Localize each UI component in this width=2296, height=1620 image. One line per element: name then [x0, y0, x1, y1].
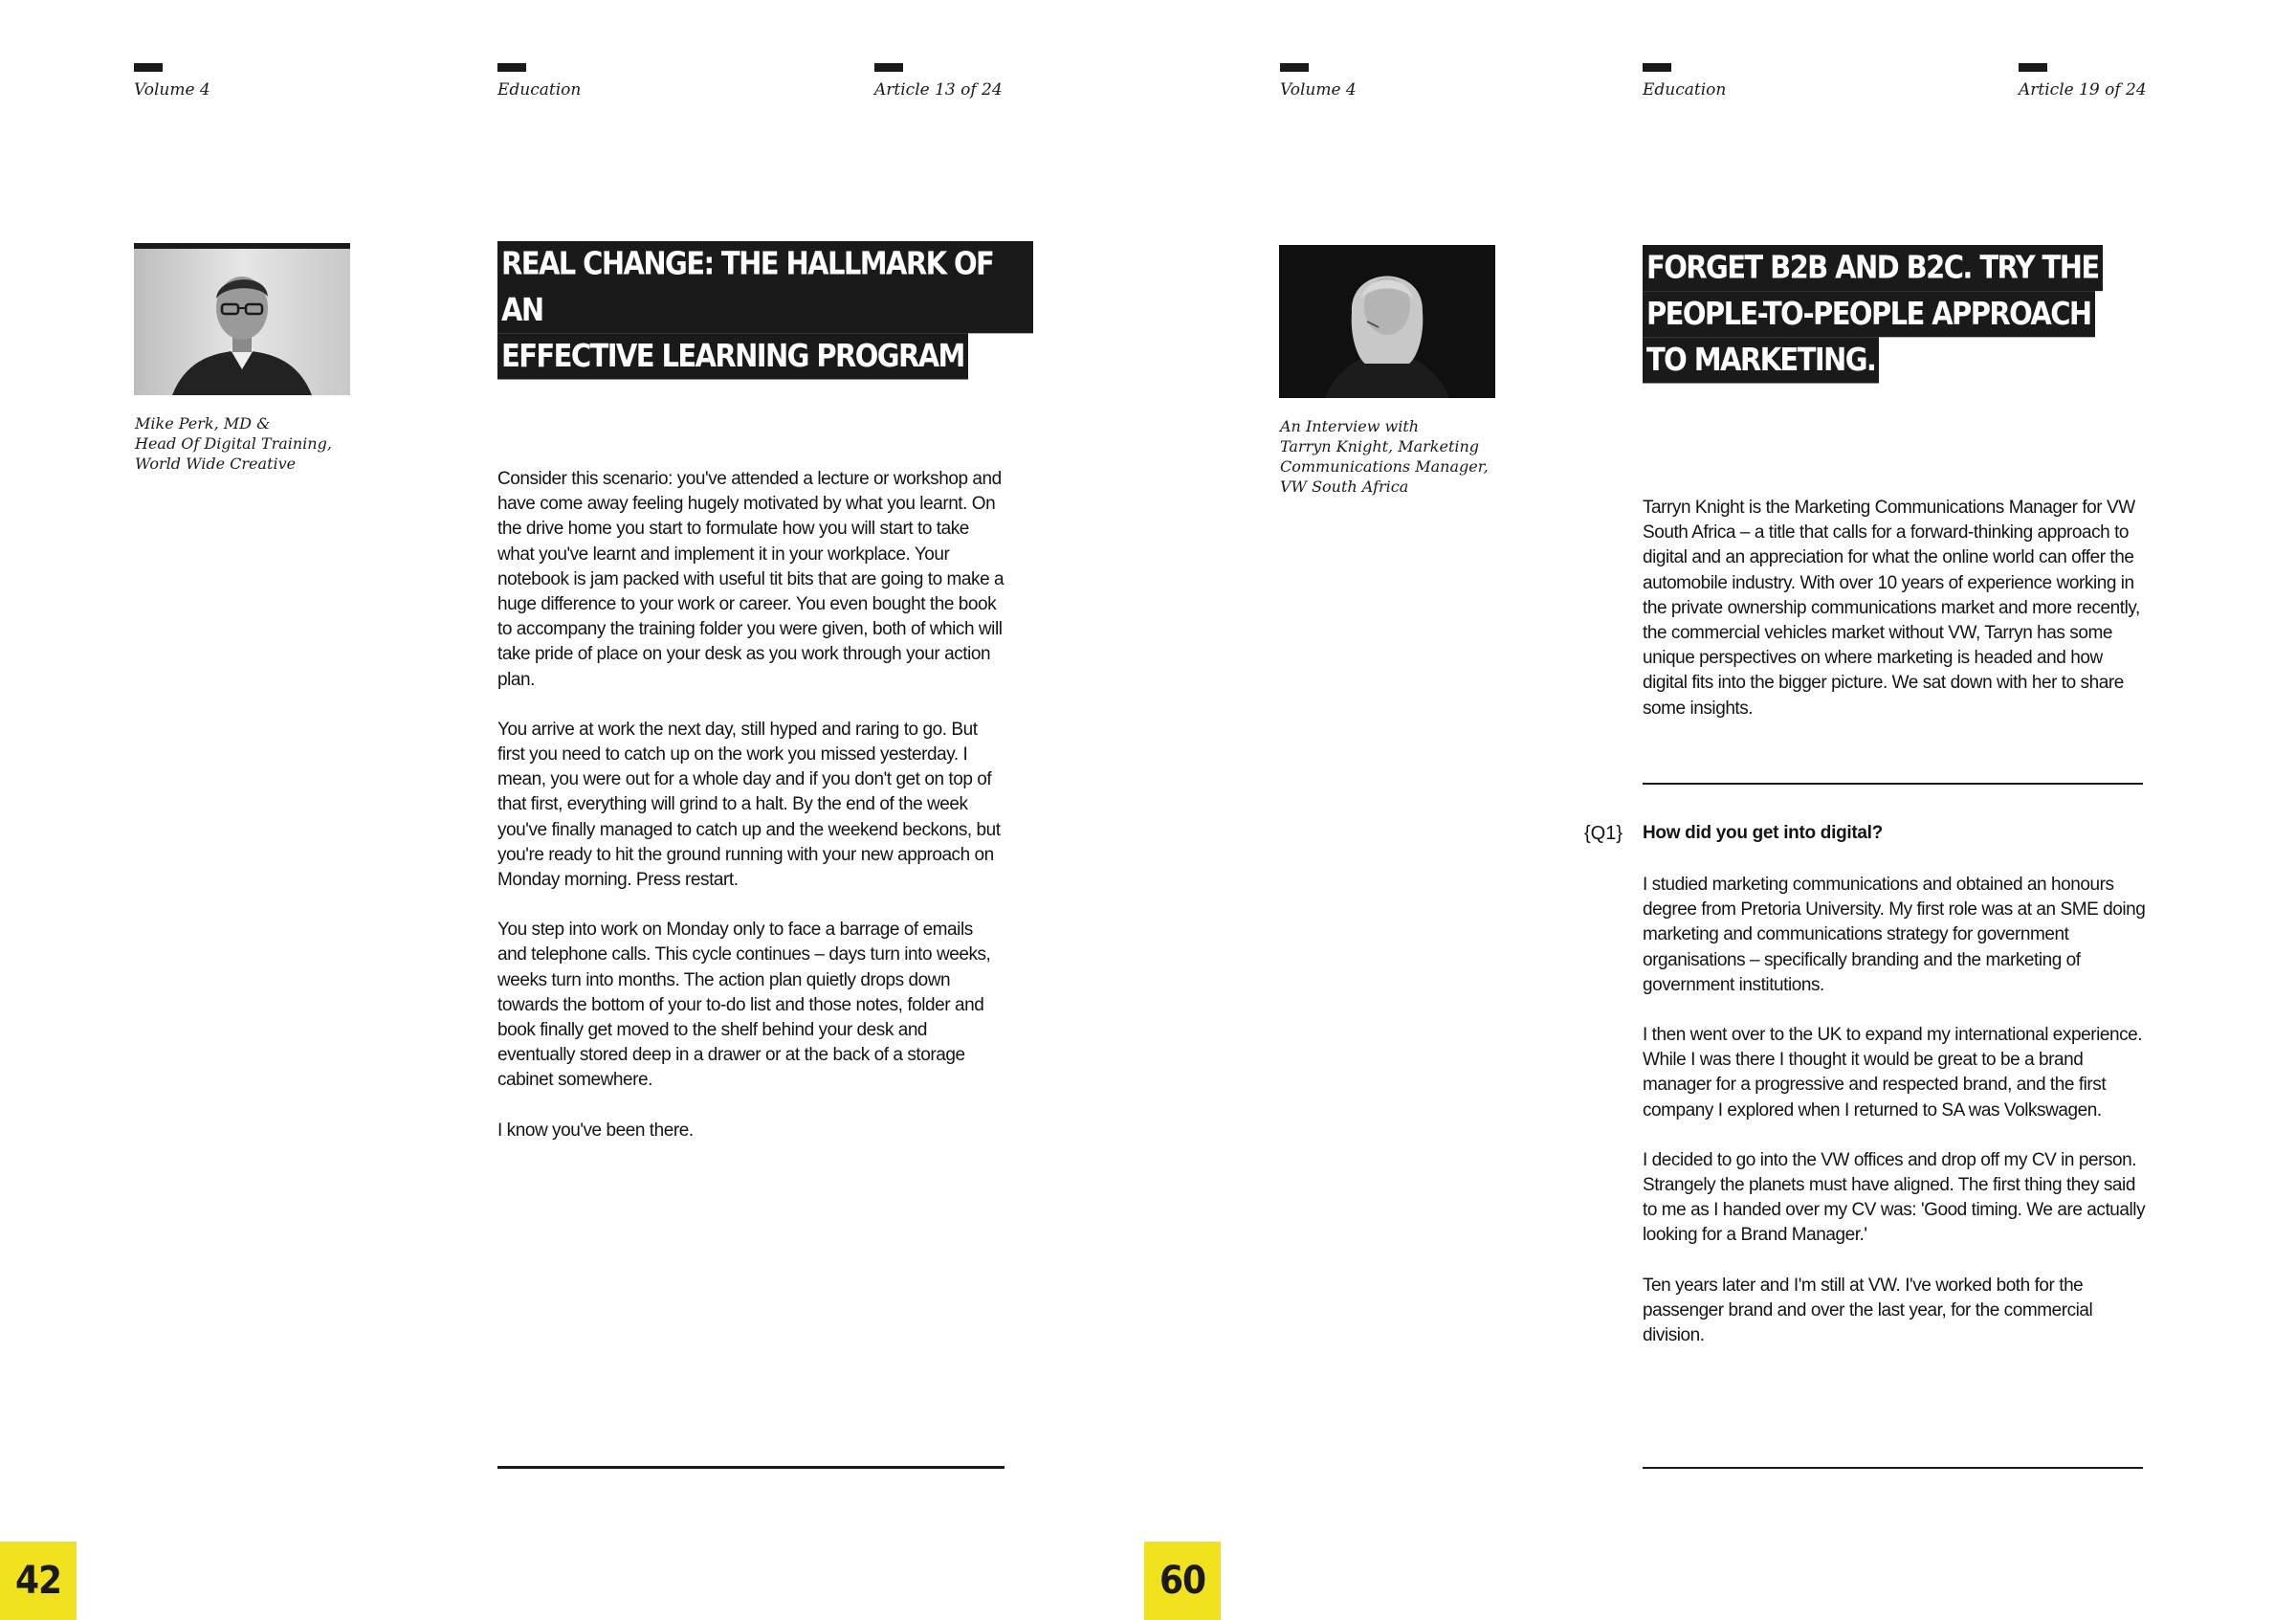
article-body: [497, 467, 1004, 1168]
question-tag: {Q1}: [1584, 823, 1623, 844]
answer-paragraph: Ten years later and I'm still at VW. I've worked both for the passenger brand and over the last year, for the commercial division.: [1643, 1275, 2093, 1346]
header-section: Education: [1643, 63, 1726, 100]
answer-paragraph: I then went over to the UK to expand my international experience. While I was there I thought it would be great to be a brand manager for a progressive and respected brand, and the first company I explored when I returned to SA was Volkswagen.: [1643, 1025, 2143, 1121]
interviewee-photo: [1279, 245, 1495, 398]
portrait-man-icon: [134, 249, 350, 395]
interviewee-caption: An Interview with Tarryn Knight, Marketing Communications Manager, VW South Africa: [1280, 417, 1489, 496]
left-page: [0, 0, 1148, 1614]
body-paragraph: I know you've been there.: [497, 1120, 694, 1141]
article-title: REAL CHANGE: THE HALLMARK OF AN EFFECTIVE LEARNING PROGRAM: [497, 241, 1033, 379]
interview-intro: [1643, 496, 2150, 746]
question-heading: How did you get into digital?: [1643, 823, 1883, 843]
article-title: FORGET B2B AND B2C. TRY THE PEOPLE-TO-PEOPLE APPROACH TO MARKETING.: [1643, 245, 2178, 383]
answer-paragraph: I decided to go into the VW offices and drop off my CV in person. Strangely the planets must have aligned. The first thing they said to me as I handed over my CV was: 'Good timing. We are actually looking for a Brand Manager.': [1643, 1149, 2146, 1246]
author-caption: Mike Perk, MD & Head Of Digital Training, World Wide Creative: [135, 414, 332, 473]
portrait-woman-icon: [1279, 245, 1495, 398]
body-paragraph: You arrive at work the next day, still hyped and raring to go. But first you need to catch up on the work you missed yesterday. I mean, you were out for a whole day and if you don't get on top of that first, everything will grind to a halt. By the end of the week you've finally managed to catch up and the weekend beckons, but you're ready to hit the ground running with your new approach on Monday morning. Press restart.: [497, 719, 1001, 891]
page-number: 42: [0, 1542, 77, 1620]
interview-answer: [1643, 873, 2150, 1373]
header-marker: [497, 63, 526, 72]
page-number: 60: [1144, 1542, 1221, 1620]
header-marker: [1280, 63, 1309, 72]
body-paragraph: You step into work on Monday only to face a barrage of emails and telephone calls. This cycle continues – days turn into weeks, weeks turn into months. The action plan quietly drops down towards the bottom of your to-do list and those notes, folder and book finally get moved to the shelf behind your desk and eventually stored deep in a drawer or at the back of a storage cabinet somewhere.: [497, 920, 991, 1091]
header-marker: [134, 63, 163, 72]
body-paragraph: Consider this scenario: you've attended a lecture or workshop and have come away feeling hugely motivated by what you learnt. On the drive home you start to formulate how you will start to take what you've learnt and implement it in your workplace. Your notebook is jam packed with useful tit bits that are going to make a huge difference to your work or career. You even bought the book to accompany the training folder you were given, both of which will take pride of place on your desk as you work through your action plan.: [497, 469, 1004, 690]
author-photo: [134, 249, 350, 395]
header-marker: [1643, 63, 1671, 72]
header-article: Article 13 of 24: [874, 63, 1003, 100]
right-page: [1148, 0, 2296, 1614]
header-marker: [2019, 63, 2047, 72]
bottom-rule: [497, 1466, 1004, 1469]
header-section: Education: [497, 63, 581, 100]
header-volume: Volume 4: [134, 63, 210, 100]
bottom-rule: [1643, 1467, 2143, 1469]
header-volume: Volume 4: [1280, 63, 1357, 100]
answer-paragraph: I studied marketing communications and obtained an honours degree from Pretoria University. My first role was at an SME doing marketing and communications strategy for government organisations – specifically branding and the marketing of government institutions.: [1643, 875, 2146, 995]
section-rule: [1643, 783, 2143, 785]
intro-paragraph: Tarryn Knight is the Marketing Communications Manager for VW South Africa – a title that calls for a forward-thinking approach to digital and an appreciation for what the online world can offer the automobile industry. With over 10 years of experience working in the private ownership communications market and more recently, the commercial vehicles market without VW, Tarryn has some unique perspectives on where marketing is headed and how digital fits into the bigger picture. We sat down with her to share some insights.: [1643, 498, 2140, 719]
header-article: Article 19 of 24: [2019, 63, 2147, 100]
header-marker: [874, 63, 903, 72]
